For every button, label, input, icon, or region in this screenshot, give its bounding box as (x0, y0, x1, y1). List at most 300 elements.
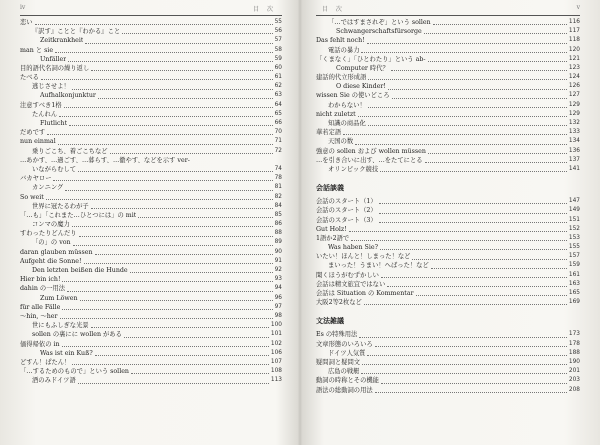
dot-leader (130, 272, 273, 273)
toc-entry (20, 275, 282, 284)
toc-entry-title: für alle Fälle (20, 303, 61, 311)
toc-entry-title: いたい！ほんと！しまった！など (316, 253, 411, 261)
toc-entry-page: 147 (568, 198, 580, 205)
dot-leader (359, 337, 567, 338)
dot-leader (53, 180, 272, 181)
dot-leader (65, 190, 272, 191)
toc-entry-title: バカヤロー (20, 175, 52, 183)
toc-entry-page: 163 (568, 280, 580, 287)
toc-entry-title: いながらむして (32, 165, 77, 173)
dot-leader (72, 364, 269, 365)
toc-entry (316, 147, 580, 156)
toc-entry-title: まいった！うまい！へばった！など (328, 262, 429, 270)
left-toc-list (20, 18, 282, 386)
toc-entry-page: 127 (568, 92, 580, 99)
dot-leader (91, 327, 269, 328)
toc-entry-title: 会話のスタート（1） (316, 198, 377, 206)
toc-entry (20, 367, 282, 376)
toc-entry (316, 27, 580, 36)
toc-entry-title: O diese Kinder! (336, 83, 386, 91)
toc-entry-title: 会話は精文旅宜ではない (316, 280, 386, 288)
left-header-rule (20, 15, 282, 16)
toc-entry-title: …を引き合いに出す、…をたてにとる (316, 156, 423, 164)
dot-leader (122, 33, 272, 34)
toc-entry-page: 70 (274, 129, 282, 136)
dot-leader (416, 295, 567, 296)
toc-entry-title: どすん！ぱたん！ (20, 358, 71, 366)
dot-leader (375, 392, 567, 393)
dot-leader (367, 355, 566, 356)
toc-entry-title: 「…するためのもので」という sollen (20, 368, 129, 376)
dot-leader (367, 43, 567, 44)
toc-entry (20, 211, 282, 220)
dot-leader (35, 24, 273, 25)
toc-entry-page: 65 (274, 110, 282, 117)
dot-leader (124, 337, 269, 338)
toc-entry (316, 82, 580, 91)
toc-entry (20, 18, 282, 27)
toc-entry (20, 312, 282, 321)
toc-entry (20, 239, 282, 248)
toc-entry-title: Was ist ein Kuß? (40, 349, 93, 357)
toc-entry (20, 376, 282, 385)
toc-entry-title: wissen Sie の使いどころ (316, 92, 390, 100)
toc-entry-title: 酒のみドイツ語 (32, 377, 76, 385)
toc-entry-title: 強意の sollen および wollen müssen (316, 147, 426, 155)
toc-entry-page: 86 (274, 221, 282, 228)
toc-entry (316, 46, 580, 55)
toc-entry (316, 330, 580, 339)
left-page (20, 0, 282, 445)
dot-leader (392, 98, 567, 99)
toc-entry-page: 106 (270, 349, 282, 356)
toc-entry-title: 価得帰依の in (20, 340, 60, 348)
toc-entry-title: 文章形態のいろいろ (316, 340, 373, 348)
toc-entry (20, 165, 282, 174)
toc-entry-page: 188 (568, 349, 580, 356)
toc-entry-title: ～hin, ～her (20, 312, 58, 320)
toc-entry (316, 165, 580, 174)
toc-entry-page: 97 (274, 303, 282, 310)
toc-entry-page: 208 (568, 386, 580, 393)
toc-entry (20, 64, 282, 73)
right-header-rule (316, 15, 580, 16)
dot-leader (84, 263, 273, 264)
toc-entry-title: Den letzten beißen die Hunde (32, 267, 128, 275)
dot-leader (351, 240, 567, 241)
toc-entry (20, 358, 282, 367)
toc-entry-page: 91 (274, 257, 282, 264)
toc-entry (20, 36, 282, 45)
toc-entry (20, 82, 282, 91)
toc-entry-page: 155 (568, 244, 580, 251)
toc-entry-page: 71 (274, 138, 282, 145)
toc-entry (316, 243, 580, 252)
toc-entry-title: Gut Holz! (316, 225, 347, 233)
toc-entry-title: 会話のスタート（3） (316, 216, 377, 224)
toc-entry-title: Aufhalkonjunktur (40, 92, 96, 100)
toc-entry (20, 202, 282, 211)
toc-entry-title: man と sie (20, 46, 54, 54)
toc-entry-page: 82 (274, 193, 282, 200)
dot-leader (431, 268, 567, 269)
toc-entry (20, 266, 282, 275)
section-heading: 会話談義 (316, 184, 344, 193)
toc-entry (20, 284, 282, 293)
toc-entry-page: 94 (274, 285, 282, 292)
dot-leader (355, 144, 567, 145)
toc-entry (20, 257, 282, 266)
dot-leader (361, 373, 566, 374)
toc-entry-title: わからない！ (328, 101, 366, 109)
dot-leader (391, 70, 567, 71)
toc-entry (316, 367, 580, 376)
toc-entry (316, 64, 580, 73)
toc-entry-page: 126 (568, 83, 580, 90)
toc-entry-title: 「…ではすまされぞ」という sollen (328, 18, 431, 26)
dot-leader (368, 79, 567, 80)
toc-entry (316, 137, 580, 146)
toc-entry-page: 151 (568, 216, 580, 223)
toc-entry-page: 113 (270, 377, 282, 384)
toc-entry-page: 62 (274, 83, 282, 90)
toc-entry (316, 349, 580, 358)
toc-entry-page: 152 (568, 225, 580, 232)
toc-entry-title: 注意すべき1格 (20, 101, 62, 109)
dot-leader (343, 134, 567, 135)
toc-entry-page: 129 (568, 101, 580, 108)
toc-entry-title: 知識の商品化 (328, 120, 366, 128)
toc-entry-title: 世にもふしぎな光景 (32, 322, 89, 330)
toc-entry-page: 90 (274, 248, 282, 255)
toc-entry-page: 93 (274, 276, 282, 283)
toc-entry-title: Zeitkrankheit (40, 37, 84, 45)
dot-leader (47, 134, 272, 135)
toc-entry-page: 59 (274, 55, 282, 62)
toc-entry (316, 289, 580, 298)
toc-entry-title: 大阪2等2枚など (316, 299, 362, 307)
toc-entry-title: 華若定語 (316, 129, 342, 137)
toc-entry-page: 74 (274, 165, 282, 172)
toc-entry-title: Es の特殊用法 (316, 331, 358, 339)
toc-entry-page: 157 (568, 253, 580, 260)
dot-leader (412, 259, 566, 260)
toc-entry-page: 173 (568, 331, 580, 338)
toc-entry (20, 340, 282, 349)
toc-entry-title: Das fehlt noch! (316, 37, 365, 45)
right-toc-list (316, 18, 580, 395)
toc-entry-page: 98 (274, 312, 282, 319)
dot-leader (361, 52, 566, 53)
toc-entry-title: Schwangerschaftsfürsorge (336, 28, 422, 36)
toc-entry-page: 107 (270, 358, 282, 365)
dot-leader (78, 383, 269, 384)
toc-entry-page: 96 (274, 294, 282, 301)
toc-entry (20, 137, 282, 146)
dot-leader (67, 291, 273, 292)
toc-entry (20, 294, 282, 303)
dot-leader (368, 107, 567, 108)
dot-leader (379, 203, 567, 204)
dot-leader (95, 254, 273, 255)
toc-entry-title: 「の」の von (32, 239, 71, 247)
toc-entry-page: 117 (568, 28, 580, 35)
dot-leader (79, 236, 273, 237)
toc-entry-title: 1語か2語で (316, 234, 350, 242)
toc-entry-page: 118 (568, 37, 580, 44)
toc-entry (20, 46, 282, 55)
toc-entry-page: 89 (274, 239, 282, 246)
toc-entry-page: 102 (270, 340, 282, 347)
toc-entry-page: 203 (568, 377, 580, 384)
toc-entry-page: 134 (568, 138, 580, 145)
dot-leader (78, 171, 273, 172)
dot-leader (46, 199, 273, 200)
toc-entry-title: dahin の一用法 (20, 285, 66, 293)
toc-entry-title: カンニング (32, 184, 64, 192)
toc-entry (316, 386, 580, 395)
right-page (316, 0, 580, 445)
dot-leader (85, 43, 272, 44)
dot-leader (91, 208, 273, 209)
dot-leader (368, 125, 567, 126)
toc-entry (316, 252, 580, 261)
dot-leader (110, 153, 273, 154)
toc-entry (20, 119, 282, 128)
toc-entry (20, 101, 282, 110)
toc-entry-title: 『訳す』ことと『わかる』こと (32, 28, 121, 36)
toc-entry (20, 220, 282, 229)
toc-entry (20, 248, 282, 257)
toc-entry-title: コンマの魔力 (32, 221, 70, 229)
toc-entry (316, 156, 580, 165)
dot-leader (387, 286, 567, 287)
toc-entry (316, 262, 580, 271)
dot-leader (41, 79, 273, 80)
dot-leader (425, 162, 567, 163)
left-page-number: iv (20, 4, 26, 11)
dot-leader (433, 24, 567, 25)
toc-entry-title: Flutlicht (40, 120, 68, 128)
toc-entry-title: …あかす、…過ごす、…暮らす、…徹やす、などを示す ver- (20, 156, 190, 164)
dot-leader (59, 116, 272, 117)
toc-entry-title: 逃じさせよ！ (32, 83, 70, 91)
toc-entry (20, 193, 282, 202)
toc-entry-title: So weit (20, 193, 44, 201)
dot-leader (380, 171, 567, 172)
toc-entry-page: 123 (568, 64, 580, 71)
toc-entry-title: たんれん (32, 110, 58, 118)
toc-entry-title: 「くまなく」「ひとわたり」という ab- (316, 55, 426, 63)
toc-entry-page: 165 (568, 290, 580, 297)
toc-entry-page: 64 (274, 101, 282, 108)
toc-entry-title: 広島の戦艇 (328, 368, 360, 376)
dot-leader (73, 245, 273, 246)
toc-entry-title: 会話のスタート（2） (316, 207, 377, 215)
dot-leader (428, 153, 567, 154)
toc-entry-page: 85 (274, 211, 282, 218)
toc-entry (316, 110, 580, 119)
toc-entry-page: 149 (568, 207, 580, 214)
toc-entry-title: Unfäller (40, 55, 67, 63)
toc-entry-title: 乗りごこち、着ごこちなど (32, 147, 108, 155)
toc-entry (20, 92, 282, 101)
toc-entry (20, 349, 282, 358)
toc-entry-page: 100 (270, 322, 282, 329)
toc-entry-page: 78 (274, 175, 282, 182)
toc-entry-title: ドイツ人気質 (328, 349, 366, 357)
dot-leader (131, 373, 269, 374)
toc-entry-title: Hier bin ich! (20, 276, 61, 284)
toc-entry-page: 61 (274, 74, 282, 81)
toc-entry-page: 153 (568, 234, 580, 241)
toc-entry (316, 18, 580, 27)
toc-entry-title: 建話的代立形成語 (316, 74, 367, 82)
section-heading: 文法雑議 (316, 317, 344, 326)
toc-entry (316, 358, 580, 367)
toc-entry-page: 120 (568, 46, 580, 53)
toc-entry-title: 疑問詞と疑問文 (316, 358, 361, 366)
dot-leader (358, 116, 567, 117)
toc-entry-title: 目的語代名詞の繰り返し (20, 64, 90, 72)
dot-leader (60, 318, 273, 319)
toc-entry (316, 128, 580, 137)
toc-entry (20, 229, 282, 238)
toc-entry-title: 天国の数 (328, 138, 354, 146)
toc-entry (20, 330, 282, 339)
toc-entry-page: 129 (568, 110, 580, 117)
toc-entry (20, 156, 282, 165)
toc-entry-title: 動詞の時称とその機能 (316, 377, 379, 385)
toc-entry (316, 119, 580, 128)
toc-entry (20, 27, 282, 36)
dot-leader (98, 98, 273, 99)
toc-entry (20, 183, 282, 192)
toc-entry-page: 63 (274, 92, 282, 99)
toc-entry-title: たべる (20, 74, 39, 82)
toc-entry (20, 55, 282, 64)
toc-entry-title: Computer 時代？ (336, 64, 389, 72)
dot-leader (69, 125, 273, 126)
toc-entry-page: 92 (274, 267, 282, 274)
toc-entry-title: Aufgeht die Sonne! (20, 257, 82, 265)
dot-leader (424, 33, 567, 34)
toc-entry-page: 133 (568, 129, 580, 136)
toc-entry (316, 36, 580, 45)
toc-entry-page: 201 (568, 368, 580, 375)
toc-entry-page: 141 (568, 165, 580, 172)
dot-leader (381, 383, 567, 384)
toc-entry-page: 132 (568, 120, 580, 127)
toc-entry (316, 197, 580, 206)
toc-entry-title: 聞くほうがむずかしい (316, 271, 379, 279)
dot-leader (72, 226, 273, 227)
dot-leader (379, 213, 567, 214)
toc-entry (20, 110, 282, 119)
toc-entry (20, 128, 282, 137)
toc-entry-title: 電話の暴力 (328, 46, 360, 54)
dot-leader (91, 70, 272, 71)
toc-entry-page: 60 (274, 64, 282, 71)
toc-entry (20, 73, 282, 82)
toc-entry-title: sollen の裏にに wollen がある (32, 331, 122, 339)
toc-entry-page: 137 (568, 156, 580, 163)
toc-entry-title: daran glauben müssen (20, 248, 93, 256)
toc-entry (20, 321, 282, 330)
toc-entry-page: 57 (274, 37, 282, 44)
right-header-title: 目 次 (322, 6, 345, 13)
toc-entry-title: 語法の総動詞の用法 (316, 386, 373, 394)
right-page-number: v (576, 4, 580, 11)
toc-entry-title: nun einmal (20, 138, 56, 146)
dot-leader (72, 89, 273, 90)
toc-entry-page: 66 (274, 120, 282, 127)
toc-entry-page: 88 (274, 230, 282, 237)
toc-entry (316, 280, 580, 289)
dot-leader (62, 346, 269, 347)
dot-leader (58, 144, 273, 145)
toc-entry-page: 72 (274, 147, 282, 154)
toc-entry-page: 101 (270, 331, 282, 338)
toc-entry-page: 161 (568, 271, 580, 278)
dot-leader (138, 217, 272, 218)
toc-entry-title: だめです (20, 129, 46, 137)
toc-entry-page: 108 (270, 368, 282, 375)
dot-leader (80, 300, 273, 301)
toc-entry-page: 190 (568, 358, 580, 365)
dot-leader (362, 364, 567, 365)
toc-entry-title: 「…も」「これまた…ひとつには」の mit (20, 211, 137, 219)
dot-leader (64, 107, 273, 108)
dot-leader (62, 281, 272, 282)
toc-entry (20, 147, 282, 156)
toc-entry (316, 340, 580, 349)
toc-entry-page: 58 (274, 46, 282, 53)
toc-entry-title: Zum Löwen (40, 294, 78, 302)
toc-entry (316, 271, 580, 280)
toc-entry-page: 136 (568, 147, 580, 154)
toc-entry (316, 73, 580, 82)
dot-leader (380, 249, 567, 250)
toc-entry-title: nicht zuletzt (316, 110, 356, 118)
toc-entry (316, 234, 580, 243)
toc-entry-page: 178 (568, 340, 580, 347)
toc-entry (20, 174, 282, 183)
toc-entry (316, 298, 580, 307)
dot-leader (62, 309, 272, 310)
toc-entry-page: 169 (568, 299, 580, 306)
left-header-title: 目 次 (253, 6, 276, 13)
toc-entry-title: 会話は Situation の Kommentar (316, 290, 414, 298)
toc-entry-title: 世界に冠たるわが子 (32, 202, 89, 210)
dot-leader (364, 304, 567, 305)
toc-entry-page: 159 (568, 262, 580, 269)
toc-entry-title: すわったりどんだり (20, 230, 77, 238)
dot-leader (349, 231, 567, 232)
toc-entry-page: 121 (568, 55, 580, 62)
toc-entry-page: 116 (568, 18, 580, 25)
toc-entry-title: オリンピック競技 (328, 165, 379, 173)
toc-entry-page: 55 (274, 18, 282, 25)
dot-leader (95, 355, 269, 356)
toc-entry-page: 81 (274, 184, 282, 191)
toc-entry (316, 216, 580, 225)
toc-entry (316, 101, 580, 110)
toc-entry (316, 376, 580, 385)
toc-entry (20, 303, 282, 312)
toc-entry-title: Was haben Sie? (328, 244, 378, 252)
dot-leader (55, 52, 273, 53)
